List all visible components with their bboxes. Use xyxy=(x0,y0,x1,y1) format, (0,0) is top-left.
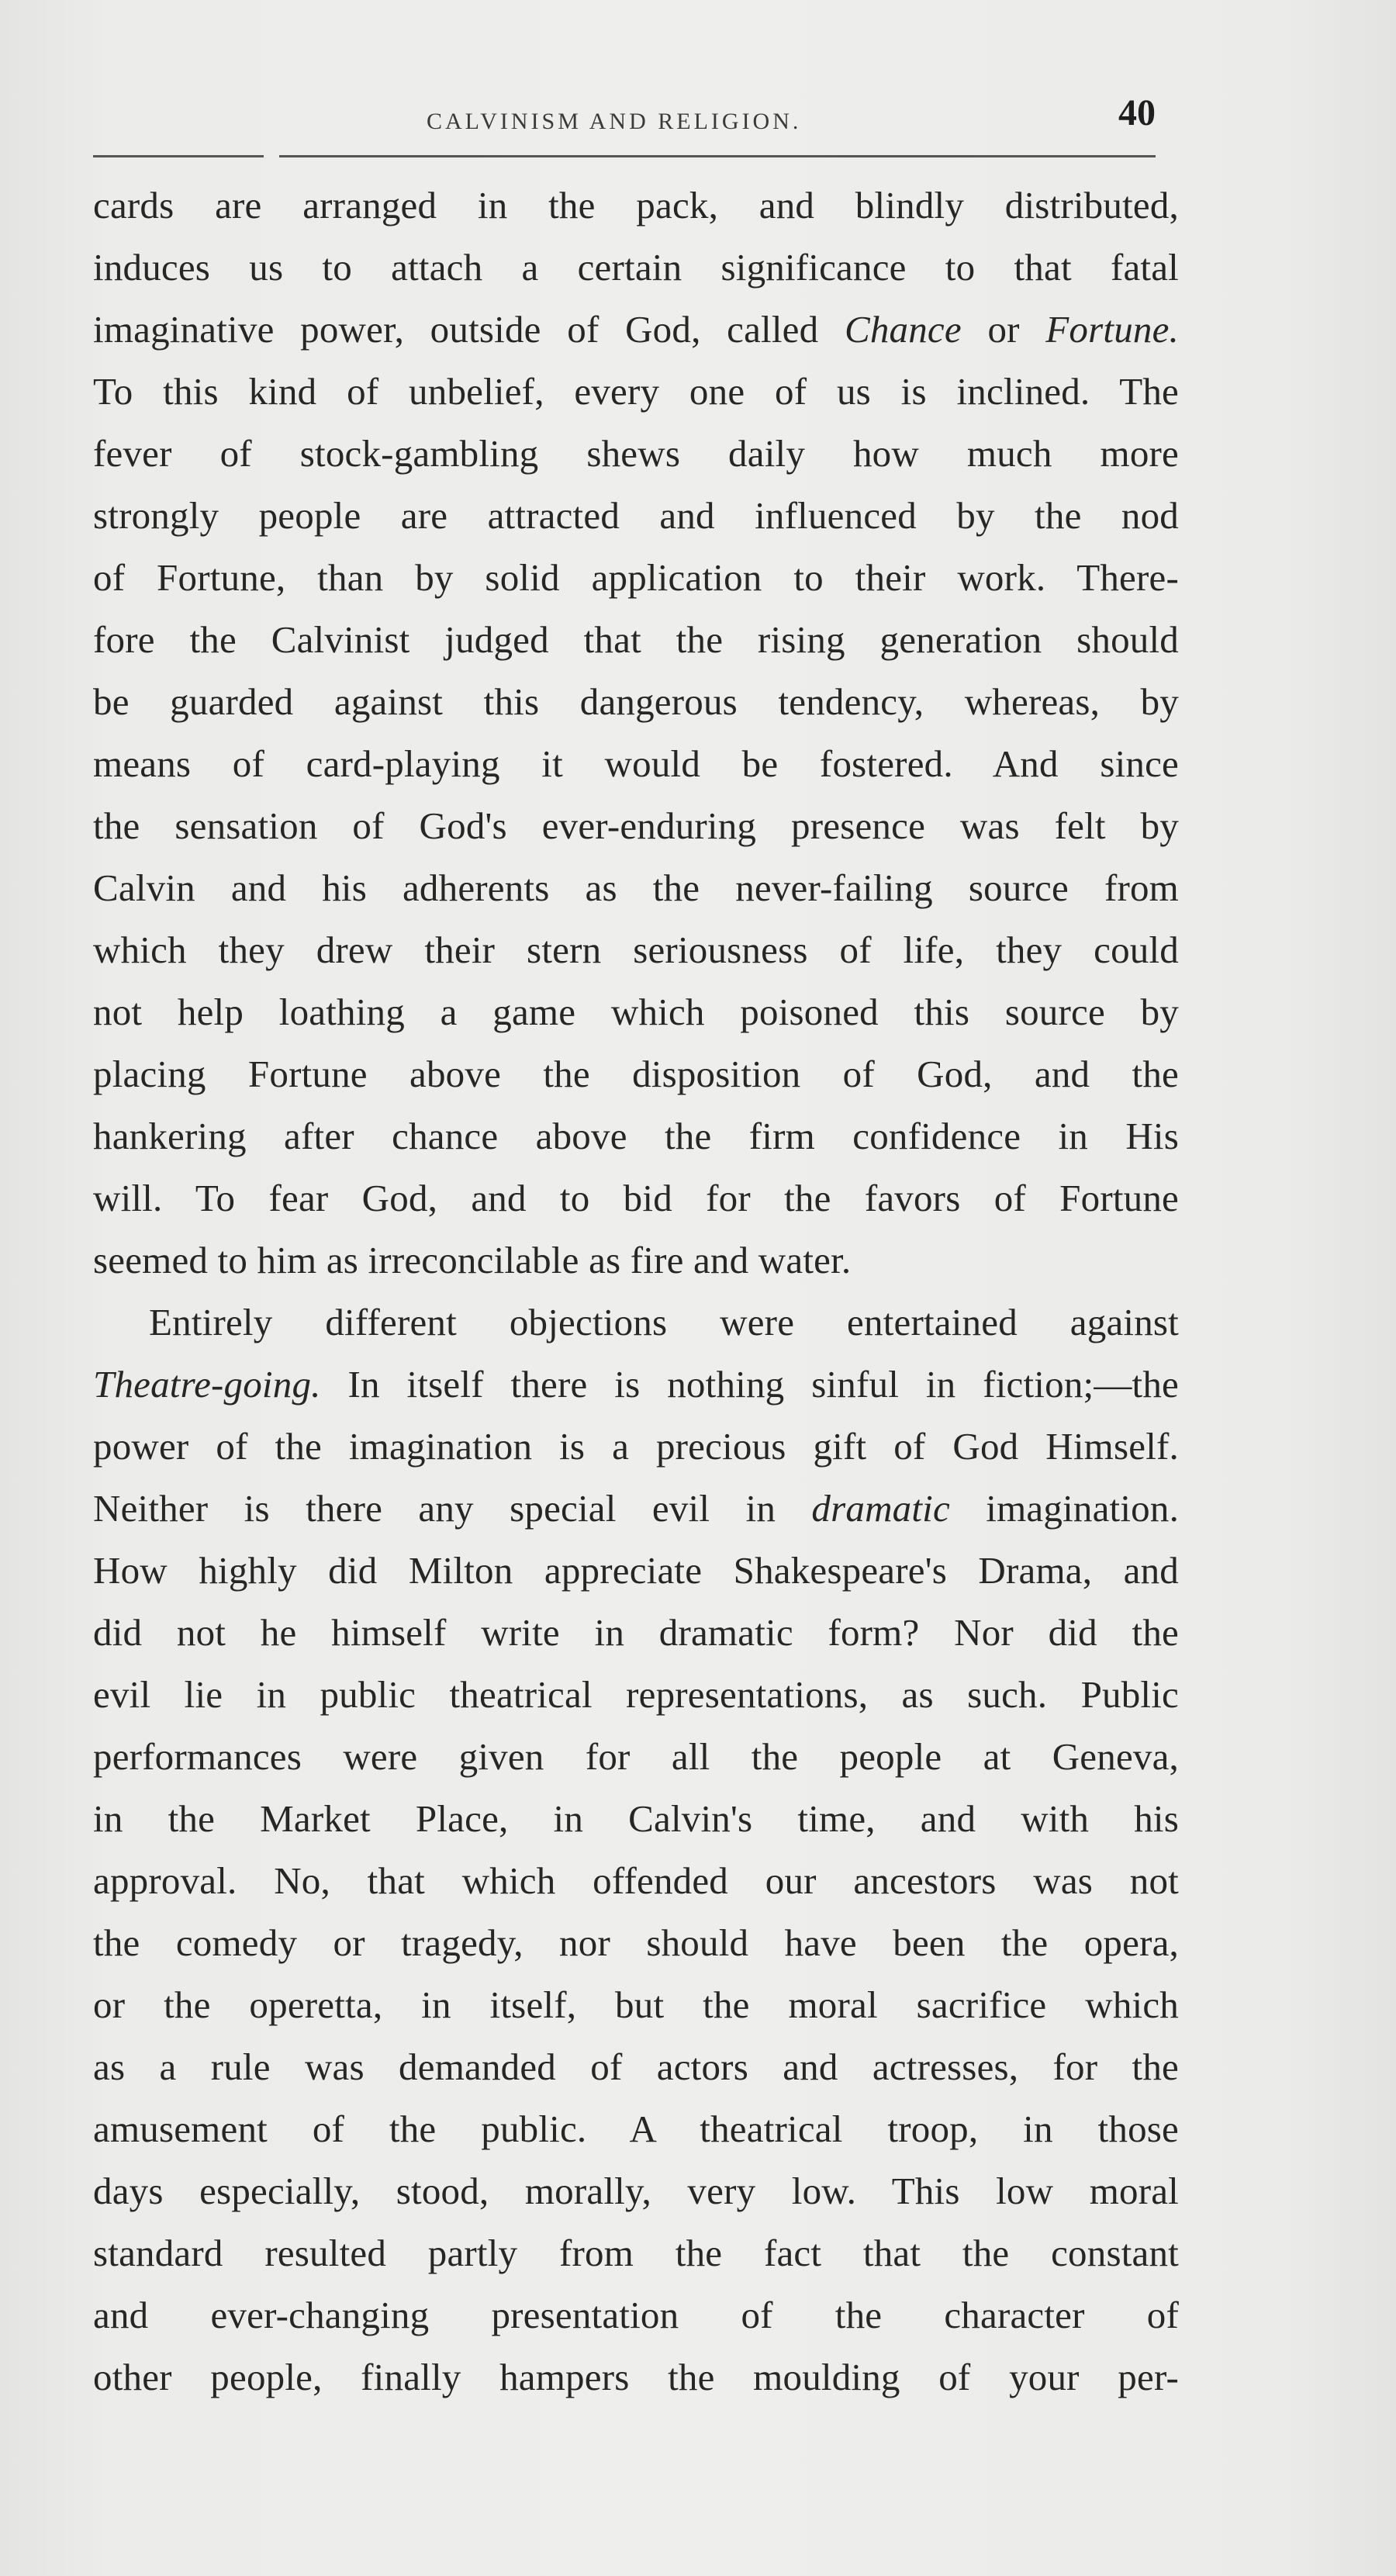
text-line: will. To fear God, and to bid for the favors of Fortune xyxy=(93,1177,1179,1219)
text-line: fever of stock-gambling shews daily how much more xyxy=(93,432,1179,475)
text-line: in the Market Place, in Calvin's time, and with his xyxy=(93,1797,1179,1840)
text-segment: or xyxy=(987,308,1020,351)
text-line: cards are arranged in the pack, and blindly distributed, xyxy=(93,184,1179,226)
italic-term-dramatic: dramatic xyxy=(811,1487,950,1530)
text-line: standard resulted partly from the fact that the constant xyxy=(93,2232,1179,2274)
italic-term-theatre-going: Theatre-going. xyxy=(93,1363,321,1406)
text-line: did not he himself write in dramatic form? Nor did the xyxy=(93,1611,1179,1654)
running-head xyxy=(93,92,1156,146)
text-line: Calvin and his adherents as the never-failing source from xyxy=(93,866,1179,909)
text-line: induces us to attach a certain significance to that fatal xyxy=(93,246,1179,289)
italic-term-fortune: Fortune. xyxy=(1045,308,1180,351)
text-line: the sensation of God's ever-enduring presence was felt by xyxy=(93,804,1179,847)
text-line: and ever-changing presentation of the character of xyxy=(93,2294,1179,2336)
text-line: which they drew their stern seriousness of life, they could xyxy=(93,928,1179,971)
text-line: or the operetta, in itself, but the moral sacrifice which xyxy=(93,1983,1179,2026)
page-number: 40 xyxy=(1118,92,1156,133)
running-title: CALVINISM AND RELIGION. xyxy=(427,109,802,134)
text-line: hankering after chance above the firm confidence in His xyxy=(93,1115,1179,1157)
text-line: power of the imagination is a precious gift of God Himself. xyxy=(93,1425,1179,1468)
text-line xyxy=(93,1478,1179,1540)
text-line: other people, finally hampers the moulding of your per- xyxy=(93,2356,1179,2398)
text-line: means of card-playing it would be fostered. And since xyxy=(93,742,1179,785)
text-line xyxy=(93,299,1179,361)
text-line xyxy=(93,1354,1179,1416)
text-line: not help loathing a game which poisoned this source by xyxy=(93,991,1179,1033)
italic-term-chance: Chance xyxy=(844,308,962,351)
text-line: days especially, stood, morally, very low. This low moral xyxy=(93,2170,1179,2212)
text-line: fore the Calvinist judged that the rising generation should xyxy=(93,618,1179,661)
text-line: approval. No, that which offended our ancestors was not xyxy=(93,1859,1179,1902)
body-text xyxy=(93,175,1179,2408)
text-line: strongly people are attracted and influenced by the nod xyxy=(93,494,1179,537)
text-line: seemed to him as irreconcilable as fire and water. xyxy=(93,1239,852,1281)
text-line: be guarded against this dangerous tendency, whereas, by xyxy=(93,680,1179,723)
text-line: placing Fortune above the disposition of God, and the xyxy=(93,1053,1179,1095)
paragraph-start-line: Entirely different objections were entertained against xyxy=(149,1301,1179,1343)
header-rule xyxy=(93,155,1156,157)
text-segment: imaginative power, outside of God, called xyxy=(93,308,819,351)
text-line: evil lie in public theatrical representations, as such. Public xyxy=(93,1673,1179,1716)
text-line: To this kind of unbelief, every one of us is inclined. The xyxy=(93,370,1179,413)
text-line: as a rule was demanded of actors and actresses, for the xyxy=(93,2045,1179,2088)
text-line: of Fortune, than by solid application to their work. There- xyxy=(93,556,1179,599)
text-line: How highly did Milton appreciate Shakespeare's Drama, and xyxy=(93,1549,1179,1592)
text-line: the comedy or tragedy, nor should have been the opera, xyxy=(93,1921,1179,1964)
text-line: amusement of the public. A theatrical troop, in those xyxy=(93,2107,1179,2150)
text-segment: In itself there is nothing sinful in fiction;—the xyxy=(347,1363,1179,1406)
text-line: performances were given for all the people at Geneva, xyxy=(93,1735,1179,1778)
text-segment: imagination. xyxy=(986,1487,1180,1530)
text-segment: Neither is there any special evil in xyxy=(93,1487,776,1530)
